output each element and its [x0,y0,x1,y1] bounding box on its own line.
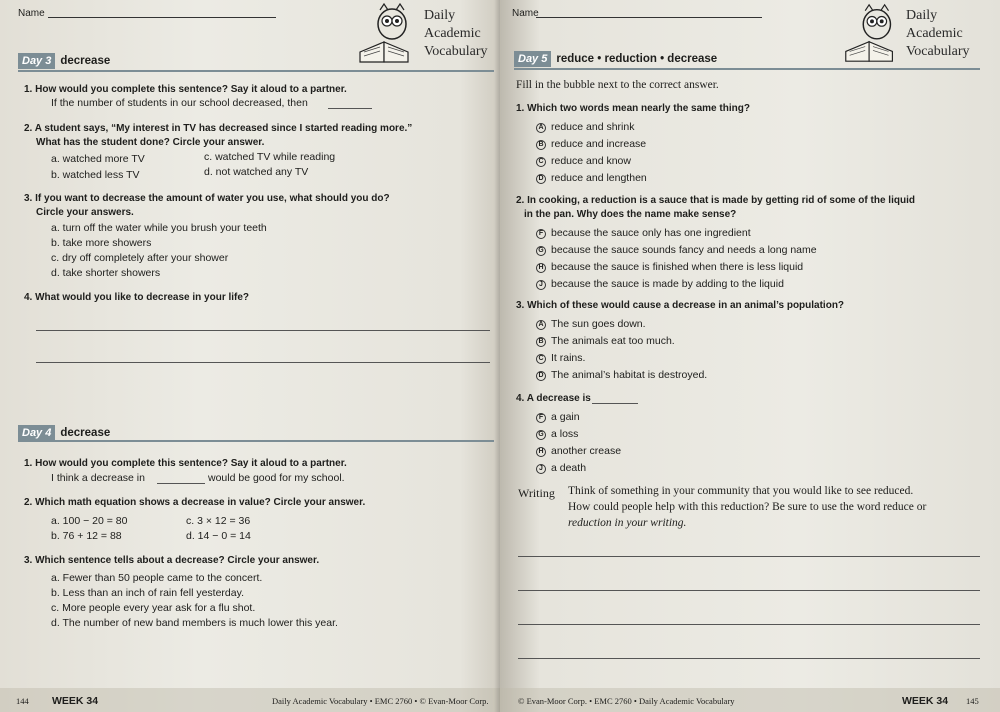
day3-q1-sentence: If the number of students in our school decreased, then [51,97,308,109]
day5-q1-option[interactable]: A reduce and shrink [536,121,634,133]
day5-q4-option[interactable]: J a death [536,462,586,474]
answer-bubble-icon[interactable]: C [536,354,546,364]
answer-bubble-icon[interactable]: A [536,320,546,330]
day3-q2-line2: What has the student done? Circle your answer. [36,137,265,148]
day5-q4: 4. A decrease is [516,393,591,404]
answer-bubble-icon[interactable]: D [536,174,546,184]
day4-q3-option-c[interactable]: c. More people every year ask for a flu shot. [51,602,256,614]
day4-q2-option-a[interactable]: a. 100 − 20 = 80 [51,515,128,527]
writing-line-4[interactable] [518,658,980,659]
answer-bubble-icon[interactable]: H [536,263,546,273]
name-line [536,17,762,18]
right-footer [500,688,1000,712]
day5-words: reduce • reduction • decrease [556,53,718,65]
day5-q4-option[interactable]: F a gain [536,411,580,423]
answer-bubble-icon[interactable]: G [536,430,546,440]
day5-q2-line1: 2. In cooking, a reduction is a sauce that is made by getting rid of some of the liquid [516,195,915,206]
owl-reading-icon [838,2,906,64]
day3-q3-option-c[interactable]: c. dry off completely after your shower [51,252,229,264]
answer-bubble-icon[interactable]: J [536,280,546,290]
answer-bubble-icon[interactable]: J [536,464,546,474]
answer-bubble-icon[interactable]: A [536,123,546,133]
day3-banner-rule [18,70,494,72]
day3-q2-line1: 2. A student says, “My interest in TV has decreased since I started reading more.” [24,123,413,134]
day5-q1: 1. Which two words mean nearly the same thing? [516,103,750,114]
right-week-label: WEEK 34 [902,695,949,707]
day4-q2-option-b[interactable]: b. 76 + 12 = 88 [51,530,122,542]
right-footer-credit: © Evan-Moor Corp. • EMC 2760 • Daily Academic Vocabulary [518,696,735,706]
logo-line-vocabulary: Vocabulary [906,44,970,59]
day5-instructions: Fill in the bubble next to the correct answer. [516,79,719,91]
day3-q3-line2: Circle your answers. [36,207,134,218]
day3-q2-option-b[interactable]: b. watched less TV [51,169,140,181]
day5-q2-option[interactable]: J because the sauce is made by adding to the liquid [536,278,784,290]
day3-q1-answer-line[interactable] [328,108,372,109]
day5-q4-blank [592,403,638,404]
day5-banner-rule [514,68,980,70]
day4-q1-answer-line[interactable] [157,483,205,484]
day5-tag: Day 5 [514,51,551,67]
day4-q1: 1. How would you complete this sentence? Say it aloud to a partner. [24,458,347,469]
day5-q3-option[interactable]: C It rains. [536,352,585,364]
answer-bubble-icon[interactable]: B [536,140,546,150]
day4-q3: 3. Which sentence tells about a decrease? Circle your answer. [24,555,320,566]
logo-line-academic: Academic [906,26,963,41]
day5-q2-option[interactable]: F because the sauce only has one ingredient [536,227,751,239]
writing-label: Writing [518,486,555,500]
writing-line-2[interactable] [518,590,980,591]
left-footer-credit: Daily Academic Vocabulary • EMC 2760 • © Evan-Moor Corp. [272,696,489,706]
answer-bubble-icon[interactable]: B [536,337,546,347]
answer-bubble-icon[interactable]: H [536,447,546,457]
day5-q2-option[interactable]: H because the sauce is finished when there is less liquid [536,261,803,273]
day3-q2-option-a[interactable]: a. watched more TV [51,153,145,165]
logo-line-vocabulary: Vocabulary [424,44,488,59]
day5-q2-option[interactable]: G because the sauce sounds fancy and needs a long name [536,244,817,256]
right-page [500,0,1000,712]
writing-line-3[interactable] [518,624,980,625]
right-page-number: 145 [966,696,979,706]
day4-tag: Day 4 [18,425,55,441]
day4-q3-option-d[interactable]: d. The number of new band members is much lower this year. [51,617,338,629]
day5-q3-option[interactable]: B The animals eat too much. [536,335,675,347]
day5-q3-option[interactable]: D The animal’s habitat is destroyed. [536,369,707,381]
day3-q4-answer-line-2[interactable] [36,362,490,363]
daily-academic-vocabulary-logo [352,2,488,69]
day3-word: decrease [60,55,111,67]
day3-q2-option-c[interactable]: c. watched TV while reading [204,151,336,163]
day5-q1-option[interactable]: D reduce and lengthen [536,172,647,184]
day3-q3-option-a[interactable]: a. turn off the water while you brush your teeth [51,222,267,234]
left-page-number: 144 [16,696,29,706]
day3-banner [18,52,110,70]
day4-q2-option-d[interactable]: d. 14 − 0 = 14 [186,530,251,542]
name-line [48,17,276,18]
day5-q3: 3. Which of these would cause a decrease in an animal’s population? [516,300,845,311]
day3-q2-option-d[interactable]: d. not watched any TV [204,166,309,178]
name-label: Name [512,8,539,19]
day3-q4: 4. What would you like to decrease in your life? [24,292,250,303]
answer-bubble-icon[interactable]: D [536,371,546,381]
day5-q3-option[interactable]: A The sun goes down. [536,318,646,330]
daily-academic-vocabulary-logo [838,2,970,69]
day5-q4-option[interactable]: H another crease [536,445,621,457]
logo-line-daily: Daily [424,8,456,23]
day5-q1-option[interactable]: C reduce and know [536,155,631,167]
day3-q3-option-b[interactable]: b. take more showers [51,237,152,249]
left-footer [0,688,500,712]
day5-q1-option[interactable]: B reduce and increase [536,138,646,150]
logo-line-daily: Daily [906,8,938,23]
logo-line-academic: Academic [424,26,481,41]
day3-q3-line1: 3. If you want to decrease the amount of water you use, what should you do? [24,193,390,204]
day3-tag: Day 3 [18,53,55,69]
answer-bubble-icon[interactable]: F [536,413,546,423]
day4-word: decrease [60,427,111,439]
day4-banner-rule [18,440,494,442]
day4-q3-option-b[interactable]: b. Less than an inch of rain fell yesterday. [51,587,244,599]
name-label: Name [18,8,45,19]
answer-bubble-icon[interactable]: F [536,229,546,239]
day5-q2-line2: in the pan. Why does the name make sense? [524,209,737,220]
day3-q3-option-d[interactable]: d. take shorter showers [51,267,161,279]
day4-q1-before: I think a decrease in [51,472,145,484]
answer-bubble-icon[interactable]: C [536,157,546,167]
answer-bubble-icon[interactable]: G [536,246,546,256]
writing-prompt-line2: How could people help with this reduction? Be sure to use the word reduce or [568,501,927,513]
day5-q4-option[interactable]: G a loss [536,428,578,440]
day4-q2: 2. Which math equation shows a decrease in value? Circle your answer. [24,497,366,508]
writing-line-1[interactable] [518,556,980,557]
day4-q1-after: would be good for my school. [208,472,345,484]
day3-q4-answer-line-1[interactable] [36,330,490,331]
day4-q3-option-a[interactable]: a. Fewer than 50 people came to the concert. [51,572,263,584]
day3-q1: 1. How would you complete this sentence? Say it aloud to a partner. [24,84,347,95]
day4-q2-option-c[interactable]: c. 3 × 12 = 36 [186,515,251,527]
writing-prompt-line3: reduction in your writing. [568,517,687,529]
owl-reading-icon [352,2,422,64]
day5-banner [514,50,717,68]
writing-prompt-line1: Think of something in your community that you would like to see reduced. [568,485,914,497]
left-week-label: WEEK 34 [52,695,99,707]
